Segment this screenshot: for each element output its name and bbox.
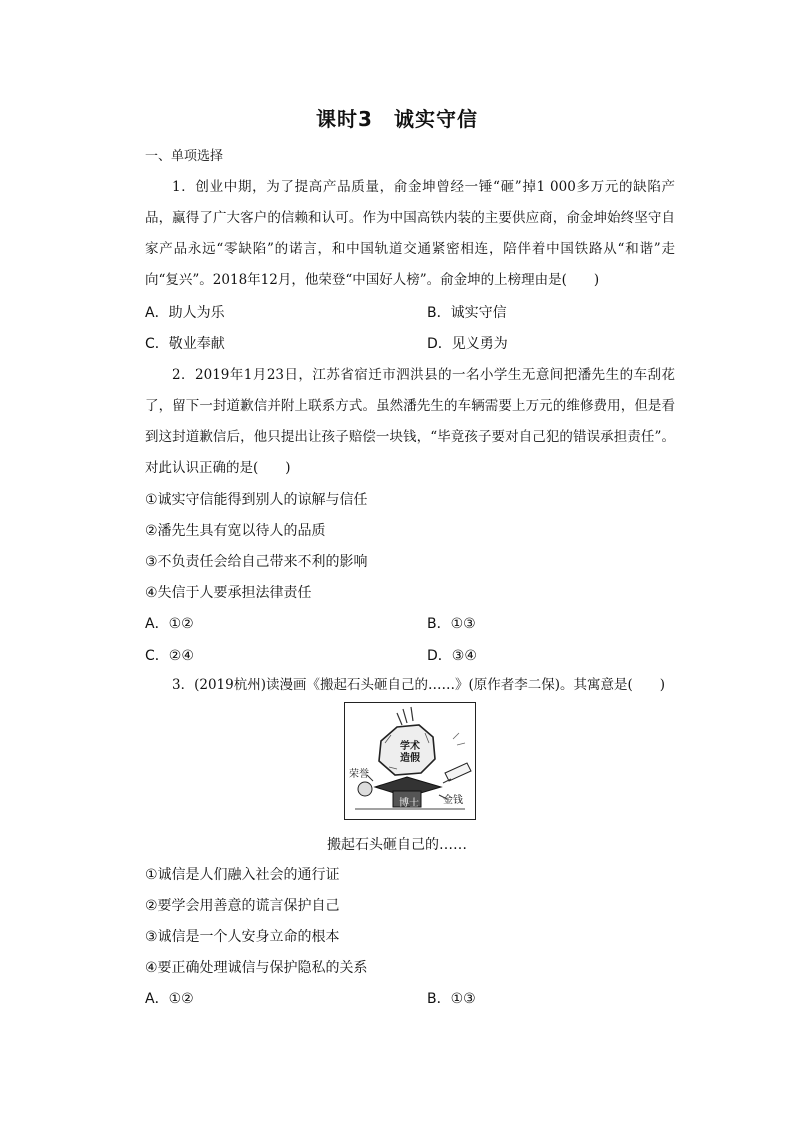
q1-option-b[interactable]: B．诚实守信: [427, 305, 507, 321]
stone-label: 学术 造假: [400, 741, 420, 764]
q3-statement-4: ④要正确处理诚信与保护隐私的关系: [145, 960, 368, 976]
question-2-text: 2．2019年1月23日，江苏省宿迁市泗洪县的一名小学生无意间把潘先生的车刮花了，留下一封道歉信并附上联系方式。虽然潘先生的车辆需要上万元的维修费用，但是看到这封道歉信后，他只提出让孩子赔偿一块钱，“毕竟孩子要对自己犯的错误承担责任”。对此认识正确的是( ): [145, 367, 675, 476]
q3-statement-1: ①诚信是人们融入社会的通行证: [145, 867, 340, 883]
question-2: [145, 360, 675, 484]
cartoon-image: [344, 702, 476, 820]
q1-option-a[interactable]: A．助人为乐: [145, 305, 225, 321]
question-3: [145, 670, 705, 701]
honor-label: 荣誉: [349, 769, 369, 780]
q2-statement-3: ③不负责任会给自己带来不利的影响: [145, 554, 368, 570]
question-3-text: 3．(2019杭州)读漫画《搬起石头砸自己的……》(原作者李二保)。其寓意是( ): [172, 677, 666, 693]
question-1-text: 1．创业中期，为了提高产品质量，俞金坤曾经一锤“砸”掉1 000多万元的缺陷产品，赢得了广大客户的信赖和认可。作为中国高铁内装的主要供应商，俞金坤始终坚守自家产品永远“零缺陷”的诺言，和中国轨道交通紧密相连，陪伴着中国铁路从“和谐”走向“复兴”。2018年12月，他荣登“中国好人榜”。俞金坤的上榜理由是( ): [145, 179, 675, 288]
page-title: 课时3 诚实守信: [316, 107, 478, 131]
q1-option-c[interactable]: C．敬业奉献: [145, 336, 225, 352]
money-label: 金钱: [443, 795, 463, 806]
q2-option-b[interactable]: B．①③: [427, 616, 476, 632]
q3-statement-3: ③诚信是一个人安身立命的根本: [145, 929, 340, 945]
q3-option-b[interactable]: B．①③: [427, 991, 476, 1007]
q2-option-c[interactable]: C．②④: [145, 648, 194, 664]
q2-statement-1: ①诚实守信能得到别人的谅解与信任: [145, 492, 368, 508]
question-1: [145, 172, 675, 296]
q2-statement-4: ④失信于人要承担法律责任: [145, 585, 312, 601]
doctor-label: 博士: [399, 798, 419, 809]
section-heading: 一、单项选择: [145, 149, 224, 164]
q2-statement-2: ②潘先生具有宽以待人的品质: [145, 523, 326, 539]
q2-option-d[interactable]: D．③④: [427, 648, 477, 664]
q1-option-d[interactable]: D．见义勇为: [427, 336, 508, 352]
q3-statement-2: ②要学会用善意的谎言保护自己: [145, 898, 340, 914]
q2-option-a[interactable]: A．①②: [145, 616, 194, 632]
cartoon-caption: 搬起石头砸自己的……: [327, 837, 467, 853]
q3-option-a[interactable]: A．①②: [145, 991, 194, 1007]
